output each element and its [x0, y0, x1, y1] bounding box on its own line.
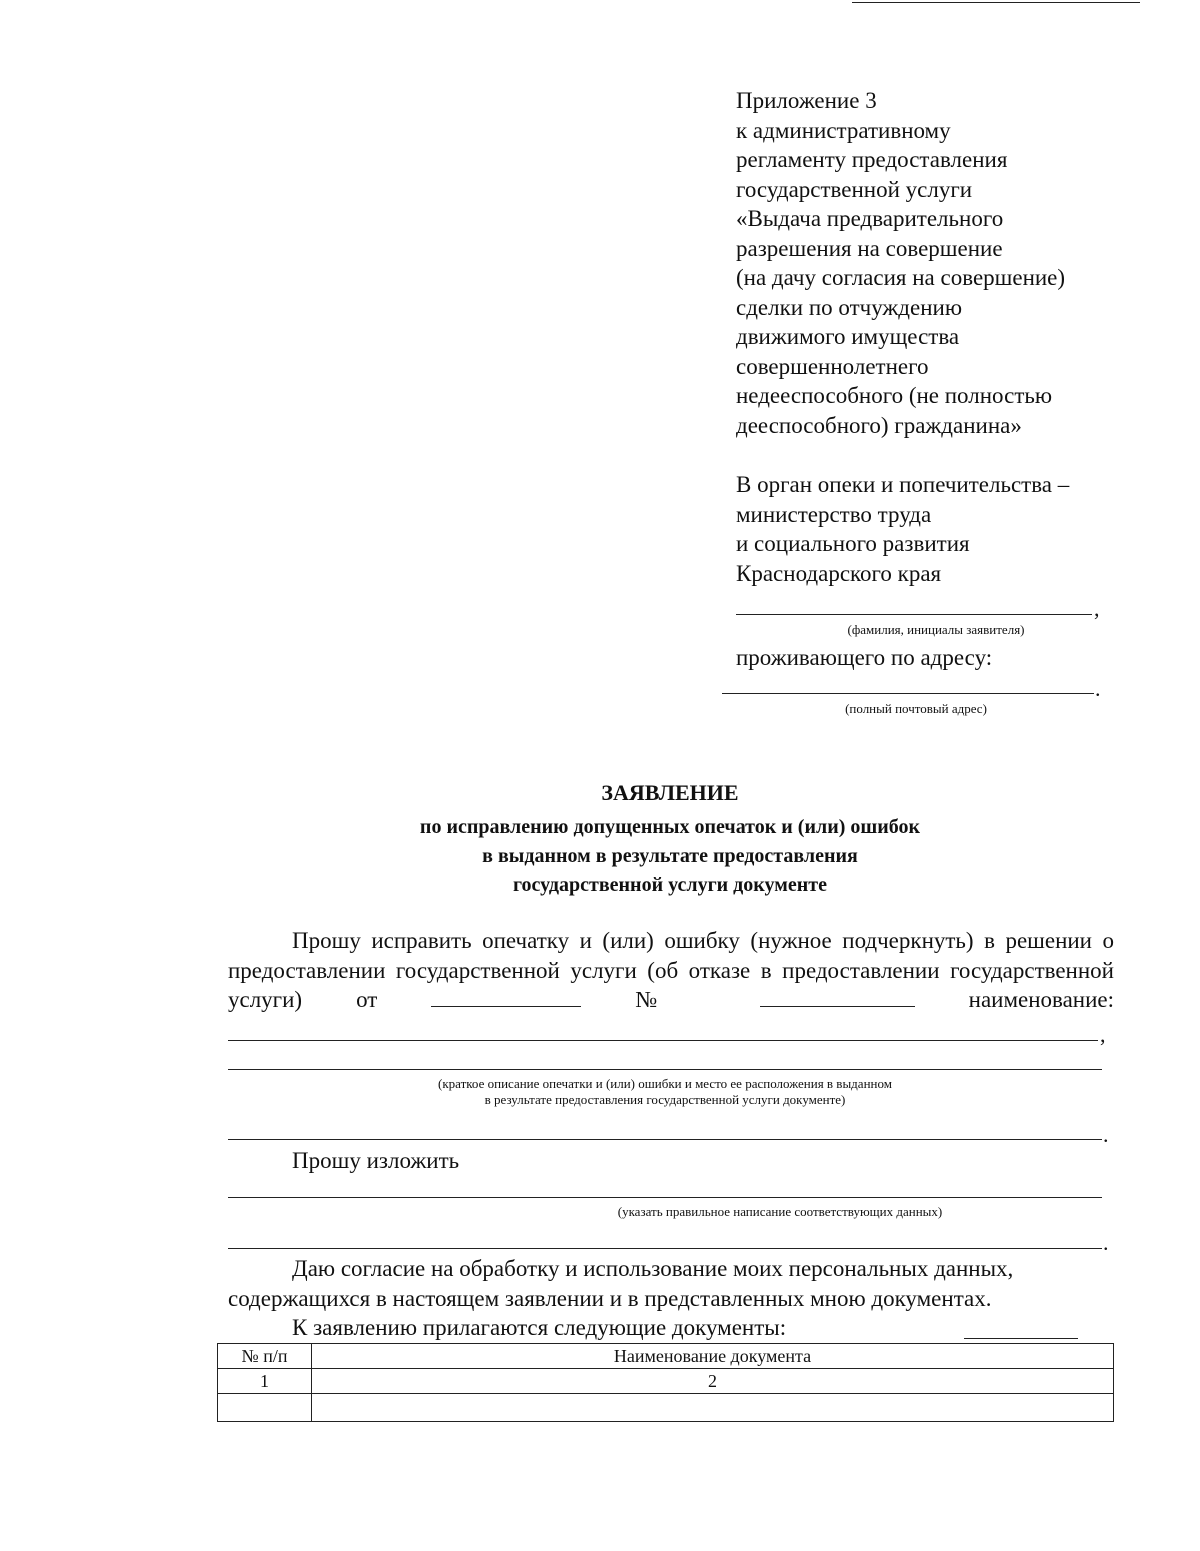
caption-line: (краткое описание опечатки и (или) ошибки и место ее расположения в выданном [438, 1076, 892, 1091]
attachments-table [217, 1343, 1114, 1422]
correct-data-field-1[interactable] [228, 1197, 1102, 1198]
document-number-cell[interactable] [218, 1394, 312, 1422]
name-label: наименование: [968, 987, 1115, 1012]
document-subtitle [230, 813, 1110, 900]
appendix-line: к административному [736, 117, 951, 143]
request-text: Прошу исправить опечатку и (или) ошибку (нужное подчеркнуть) в решении о предоставлении государственной услуги (об отказе в предоставлении государственной услуги) от [228, 928, 1114, 1012]
error-description-caption [228, 1076, 1102, 1108]
table-row [218, 1394, 1114, 1422]
appendix-line: регламенту предоставления [736, 147, 1008, 172]
numbering-cell: 2 [312, 1369, 1114, 1394]
appendix-block [736, 86, 1156, 440]
header-document-name: Наименование документа [312, 1344, 1114, 1369]
appendix-line: недееспособного (не полностью [736, 383, 1053, 408]
consent-paragraph: Даю согласие на обработку и использование моих персональных данных, содержащихся в настоящем заявлении и в представленных мною документах. [228, 1256, 1014, 1311]
addressee-block [736, 470, 1156, 588]
appendix-line: сделки по отчуждению [736, 294, 963, 320]
request-period: . [1103, 1122, 1109, 1147]
decision-date-field[interactable] [431, 988, 581, 1007]
attachments-intro: К заявлению прилагаются следующие документы: [292, 1315, 787, 1340]
request-paragraph [228, 926, 1114, 1015]
subtitle-line: в выданном в результате предоставления [482, 845, 858, 867]
appendix-line: (на дачу согласия на совершение) [736, 265, 1066, 290]
applicant-name-field[interactable] [736, 614, 1092, 615]
subtitle-line: государственной услуги документе [512, 874, 828, 896]
header-number: № п/п [218, 1344, 312, 1369]
caption-line: в результате предоставления государственной услуги документе) [484, 1092, 846, 1107]
appendix-line: совершеннолетнего [736, 353, 929, 379]
appendix-line: дееспособного) гражданина» [736, 412, 1022, 438]
name-comma: , [1094, 596, 1100, 621]
applicant-name-caption: (фамилия, инициалы заявителя) [847, 622, 1025, 637]
state-period: . [1103, 1230, 1109, 1255]
intro-rule [964, 1338, 1078, 1339]
request-comma: , [1100, 1022, 1106, 1047]
error-description-field-1[interactable] [228, 1040, 1098, 1041]
error-description-field-3[interactable] [228, 1139, 1102, 1140]
residing-label: проживающего по адресу: [736, 645, 993, 670]
subtitle-line: по исправлению допущенных опечаток и (или) ошибок [419, 816, 921, 838]
appendix-line: государственной услуги [736, 176, 973, 202]
decision-number-field[interactable] [760, 988, 915, 1007]
appendix-line: «Выдача предварительного [736, 206, 1004, 231]
addressee-line: Краснодарского края [736, 560, 942, 586]
top-rule [852, 2, 1140, 3]
appendix-line: разрешения на совершение [736, 235, 1003, 261]
addressee-line: и социального развития [736, 531, 970, 556]
postal-address-caption: (полный почтовый адрес) [845, 701, 987, 716]
document-title: ЗАЯВЛЕНИЕ [601, 780, 739, 805]
postal-address-field[interactable] [722, 693, 1094, 694]
address-period: . [1095, 676, 1101, 701]
state-label: Прошу изложить [292, 1148, 460, 1173]
addressee-line: В орган опеки и попечительства – [736, 472, 1070, 497]
appendix-line: Приложение 3 [736, 88, 877, 113]
correct-data-field-2[interactable] [228, 1248, 1102, 1249]
addressee-line: министерство труда [736, 501, 932, 527]
appendix-line: движимого имущества [736, 324, 960, 349]
numbering-cell: 1 [218, 1369, 312, 1394]
table-header-row [218, 1344, 1114, 1369]
table-numbering-row [218, 1369, 1114, 1394]
correct-data-caption: (указать правильное написание соответствующих данных) [617, 1204, 943, 1219]
number-sign: № [635, 987, 706, 1012]
error-description-field-2[interactable] [228, 1069, 1102, 1070]
document-name-cell[interactable] [312, 1394, 1114, 1422]
